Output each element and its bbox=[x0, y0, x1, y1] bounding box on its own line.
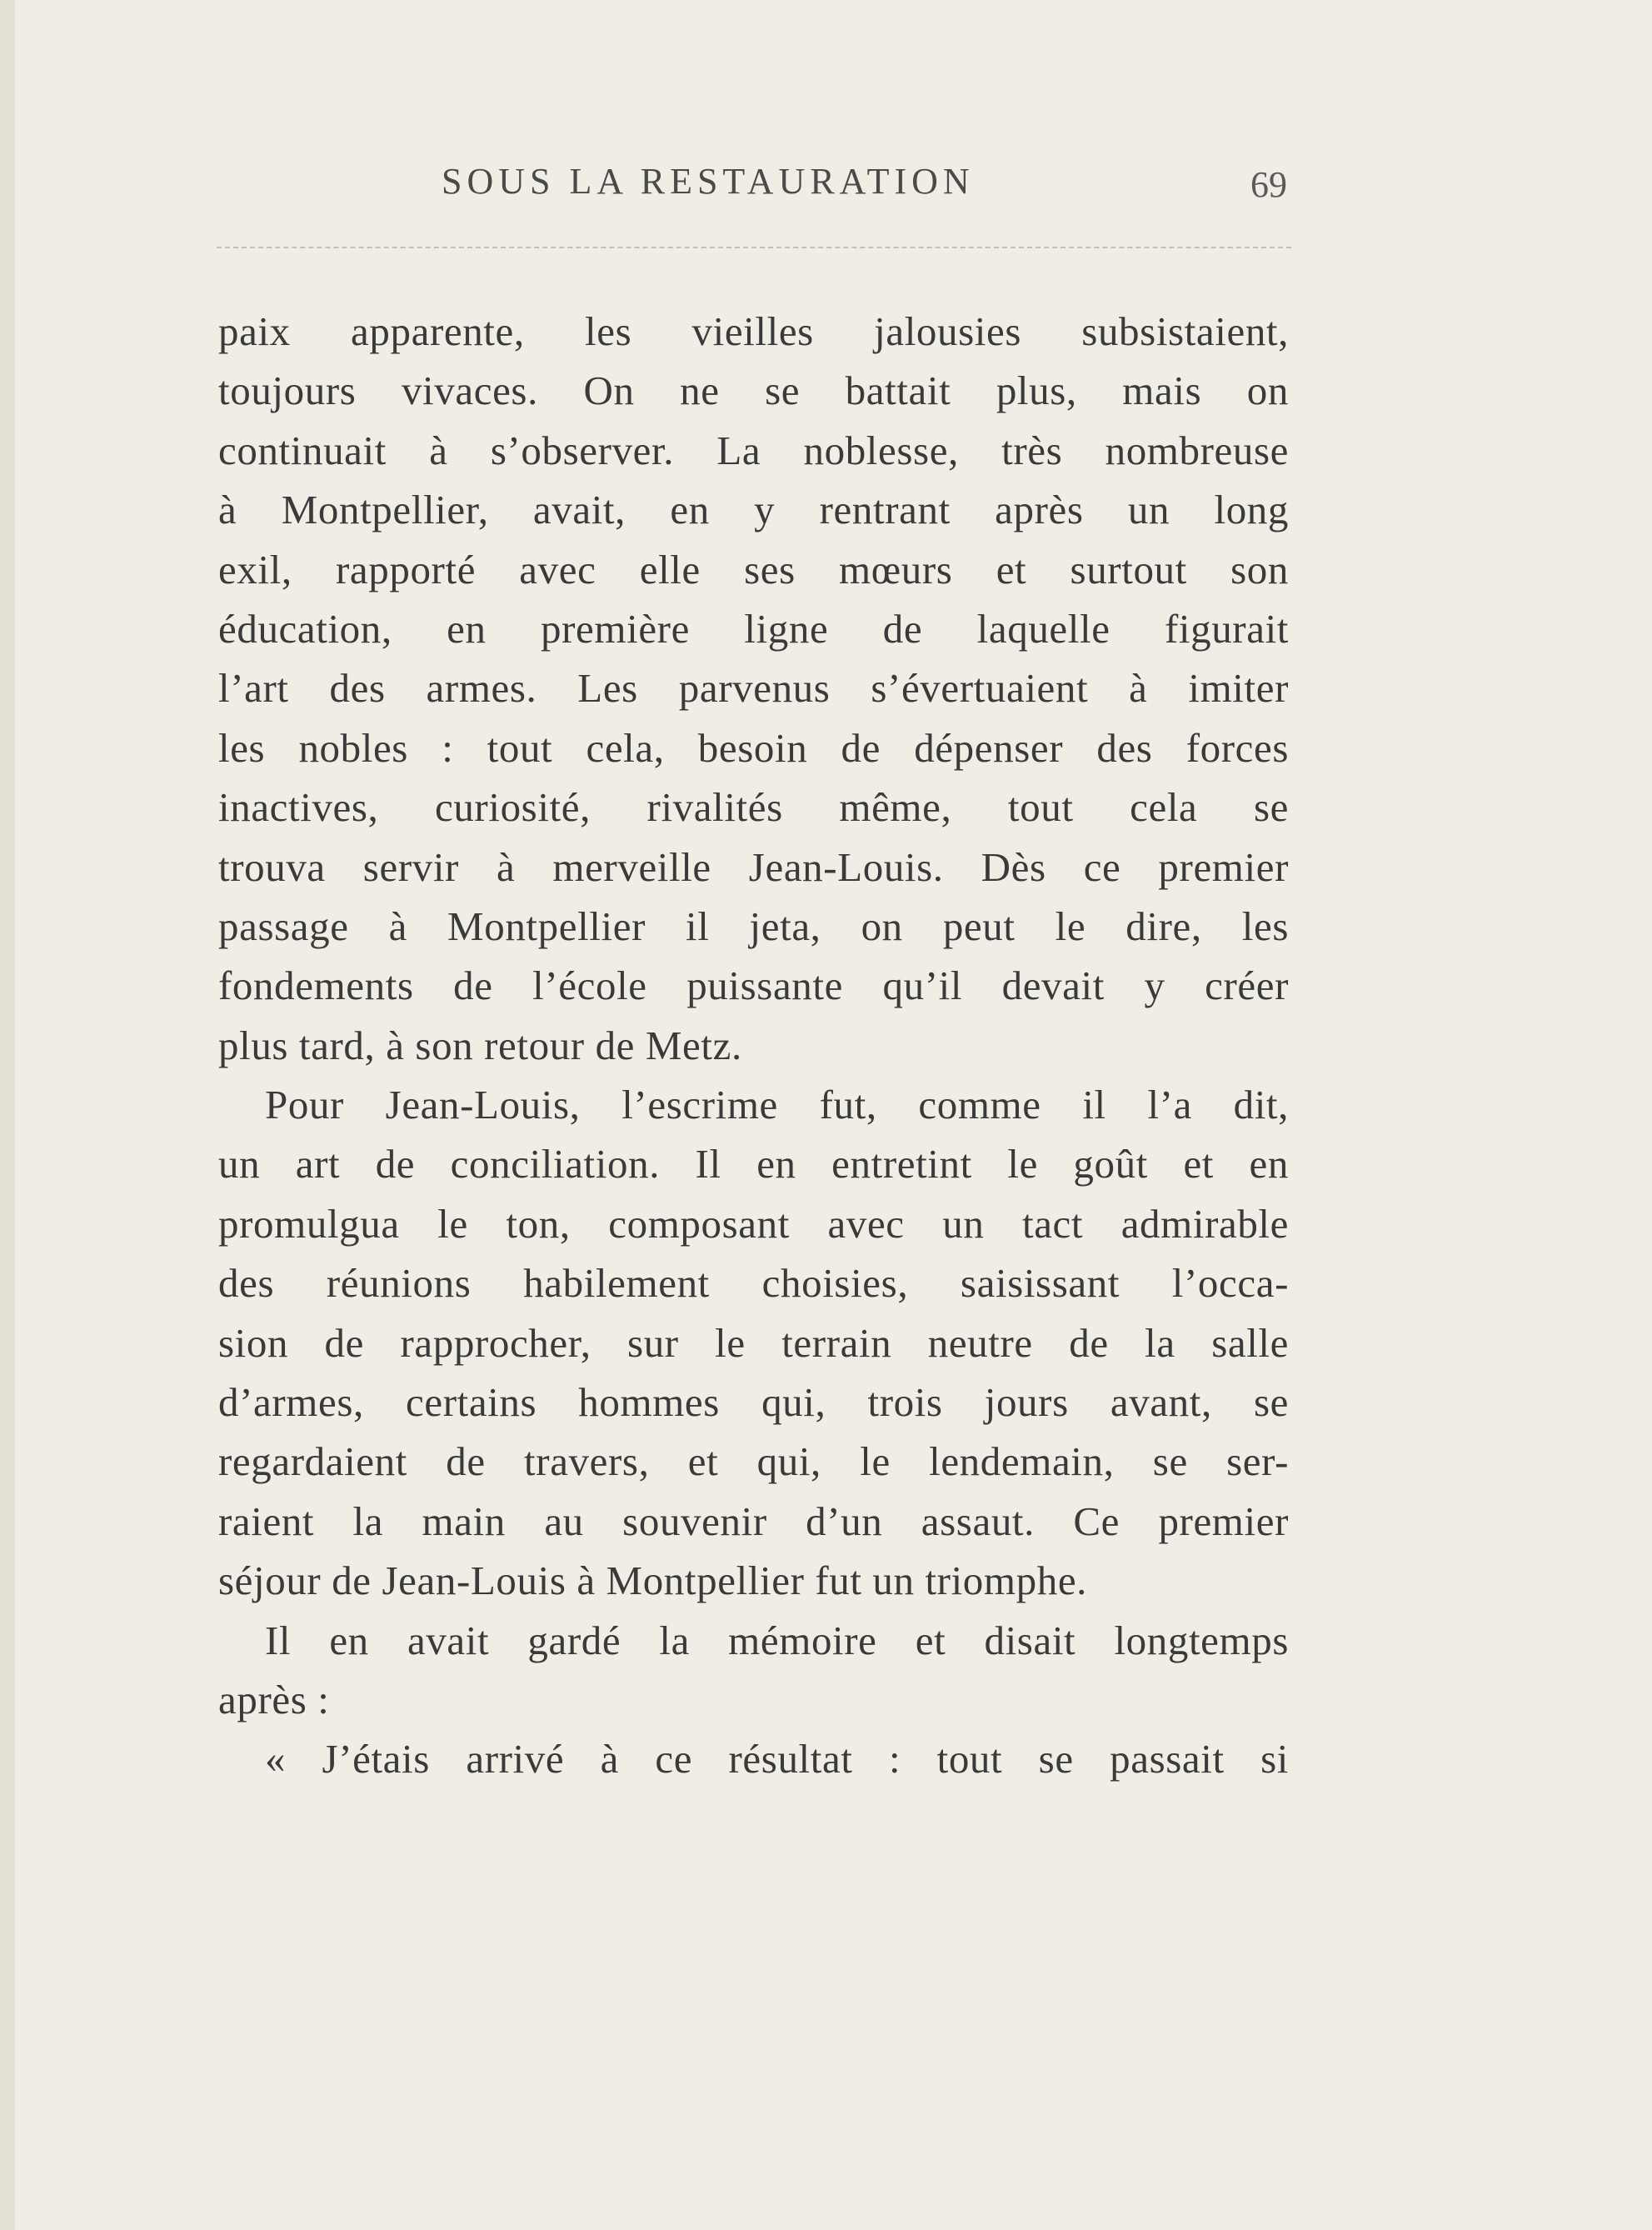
text-line: toujours vivaces. On ne se battait plus, mais on bbox=[218, 368, 1289, 414]
text-line: après : bbox=[218, 1676, 330, 1722]
text-line: des réunions habilement choisies, saisissant l’occa- bbox=[218, 1260, 1289, 1307]
page-edge bbox=[0, 0, 15, 2230]
body-text bbox=[218, 302, 1289, 1789]
text-line: éducation, en première ligne de laquelle figurait bbox=[218, 605, 1289, 652]
text-line: regardaient de travers, et qui, le lendemain, se ser- bbox=[218, 1438, 1289, 1485]
text-line: exil, rapporté avec elle ses mœurs et surtout son bbox=[218, 546, 1289, 592]
text-line: à Montpellier, avait, en y rentrant après un long bbox=[218, 487, 1289, 533]
text-line: plus tard, à son retour de Metz. bbox=[218, 1022, 742, 1068]
text-line: séjour de Jean-Louis à Montpellier fut un triomphe. bbox=[218, 1558, 1088, 1604]
text-line: un art de conciliation. Il en entretint le goût et en bbox=[218, 1141, 1289, 1188]
header-rule bbox=[217, 247, 1291, 248]
page-number: 69 bbox=[1250, 164, 1287, 205]
text-line: raient la main au souvenir d’un assaut. Ce premier bbox=[218, 1498, 1289, 1544]
text-line: inactives, curiosité, rivalités même, tout cela se bbox=[218, 784, 1289, 831]
text-line: « J’étais arrivé à ce résultat : tout se passait si bbox=[265, 1736, 1289, 1782]
text-line: paix apparente, les vieilles jalousies subsistaient, bbox=[218, 308, 1289, 354]
text-line: fondements de l’école puissante qu’il devait y créer bbox=[218, 962, 1289, 1009]
text-line: continuait à s’observer. La noblesse, très nombreuse bbox=[218, 427, 1289, 473]
running-title: SOUS LA RESTAURATION bbox=[442, 161, 975, 202]
text-line: passage à Montpellier il jeta, on peut le dire, les bbox=[218, 902, 1289, 949]
text-line: les nobles : tout cela, besoin de dépenser des forces bbox=[218, 724, 1289, 771]
text-line: Il en avait gardé la mémoire et disait longtemps bbox=[265, 1617, 1289, 1663]
text-line: d’armes, certains hommes qui, trois jours avant, se bbox=[218, 1379, 1289, 1426]
text-line: sion de rapprocher, sur le terrain neutre de la salle bbox=[218, 1319, 1289, 1366]
text-line: Pour Jean-Louis, l’escrime fut, comme il l’a dit, bbox=[265, 1082, 1289, 1128]
text-line: promulgua le ton, composant avec un tact admirable bbox=[218, 1200, 1289, 1247]
text-line: trouva servir à merveille Jean-Louis. Dès ce premier bbox=[218, 843, 1289, 890]
text-line: l’art des armes. Les parvenus s’évertuaient à imiter bbox=[218, 665, 1289, 712]
running-head bbox=[221, 160, 1287, 218]
